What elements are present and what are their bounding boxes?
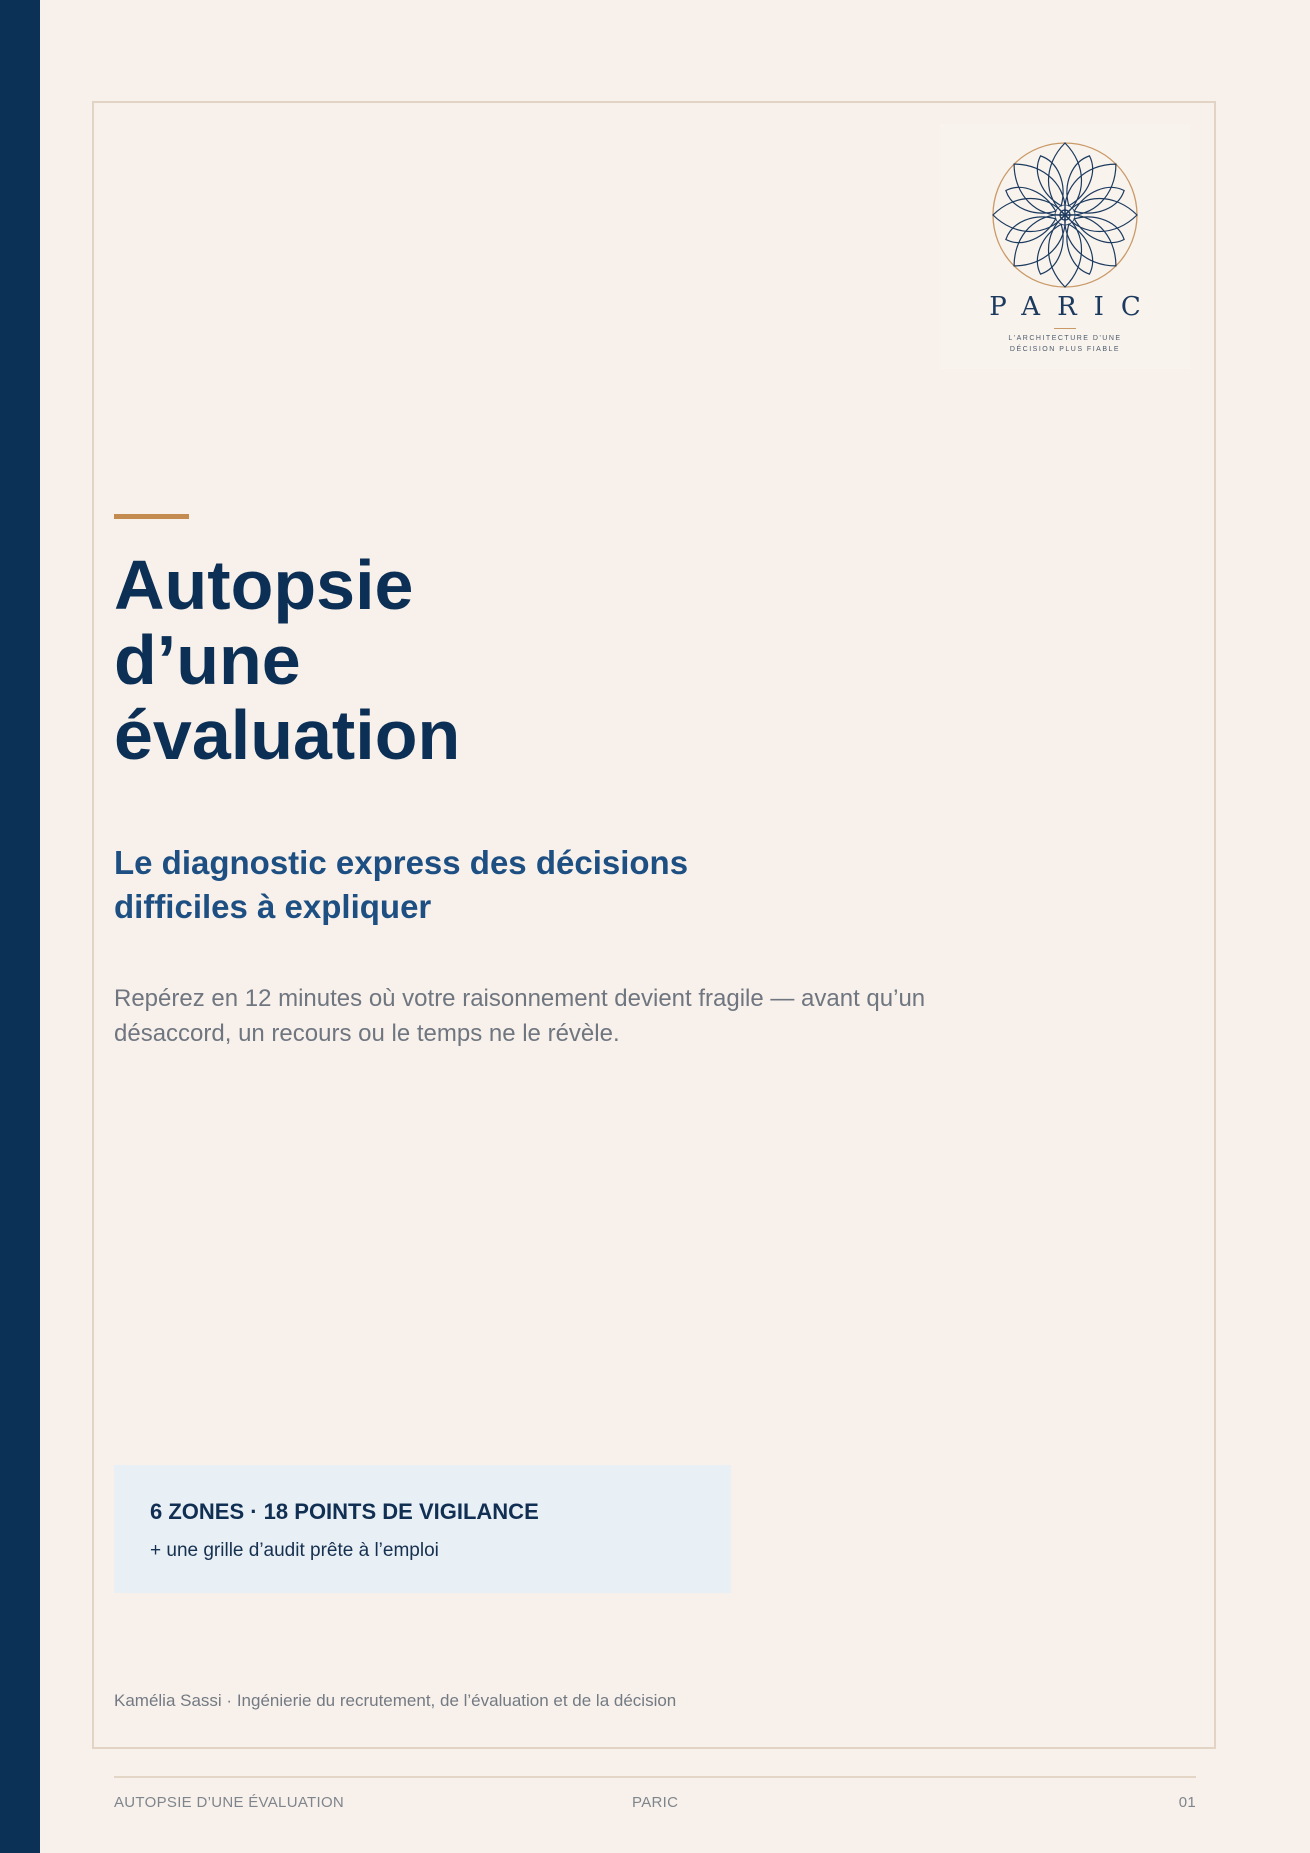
page-title [114, 548, 714, 773]
intro-line-2: désaccord, un recours ou le temps ne le révèle. [114, 1020, 620, 1047]
title-line-2: d’une [114, 621, 301, 699]
side-bar [0, 0, 40, 1853]
callout-heading: 6 ZONES · 18 POINTS DE VIGILANCE [150, 1499, 539, 1524]
logo-tagline [995, 333, 1135, 355]
page-subtitle [114, 841, 754, 929]
callout-subtext: + une grille d’audit prête à l’emploi [150, 1540, 439, 1561]
author-line: Kamélia Sassi · Ingénierie du recrutement, de l’évaluation et de la décision [114, 1691, 677, 1710]
subtitle-line-1: Le diagnostic express des décisions [114, 844, 689, 881]
logo-petal [1002, 152, 1076, 226]
logo-tagline-line1: L'ARCHITECTURE D'UNE [1008, 335, 1122, 342]
highlight-callout [114, 1465, 731, 1593]
footer-document-title: AUTOPSIE D’UNE ÉVALUATION [114, 1794, 345, 1811]
subtitle-line-2: difficiles à expliquer [114, 888, 432, 925]
paric-logo [940, 124, 1190, 369]
footer-divider [114, 1776, 1196, 1778]
logo-wordmark: PARIC [989, 292, 1158, 322]
logo-divider [1054, 328, 1076, 329]
footer-brand: PARIC [632, 1794, 679, 1811]
rosette-logo-icon [990, 140, 1140, 290]
title-line-3: évaluation [114, 696, 461, 774]
intro-line-1: Repérez en 12 minutes où votre raisonnement devient fragile — avant qu’un [114, 985, 926, 1012]
intro-text [114, 981, 974, 1051]
footer-page-number: 01 [1178, 1794, 1196, 1811]
logo-tagline-line2: DÉCISION PLUS FIABLE [1009, 346, 1121, 353]
title-accent-rule [114, 514, 189, 519]
title-line-1: Autopsie [114, 546, 414, 624]
